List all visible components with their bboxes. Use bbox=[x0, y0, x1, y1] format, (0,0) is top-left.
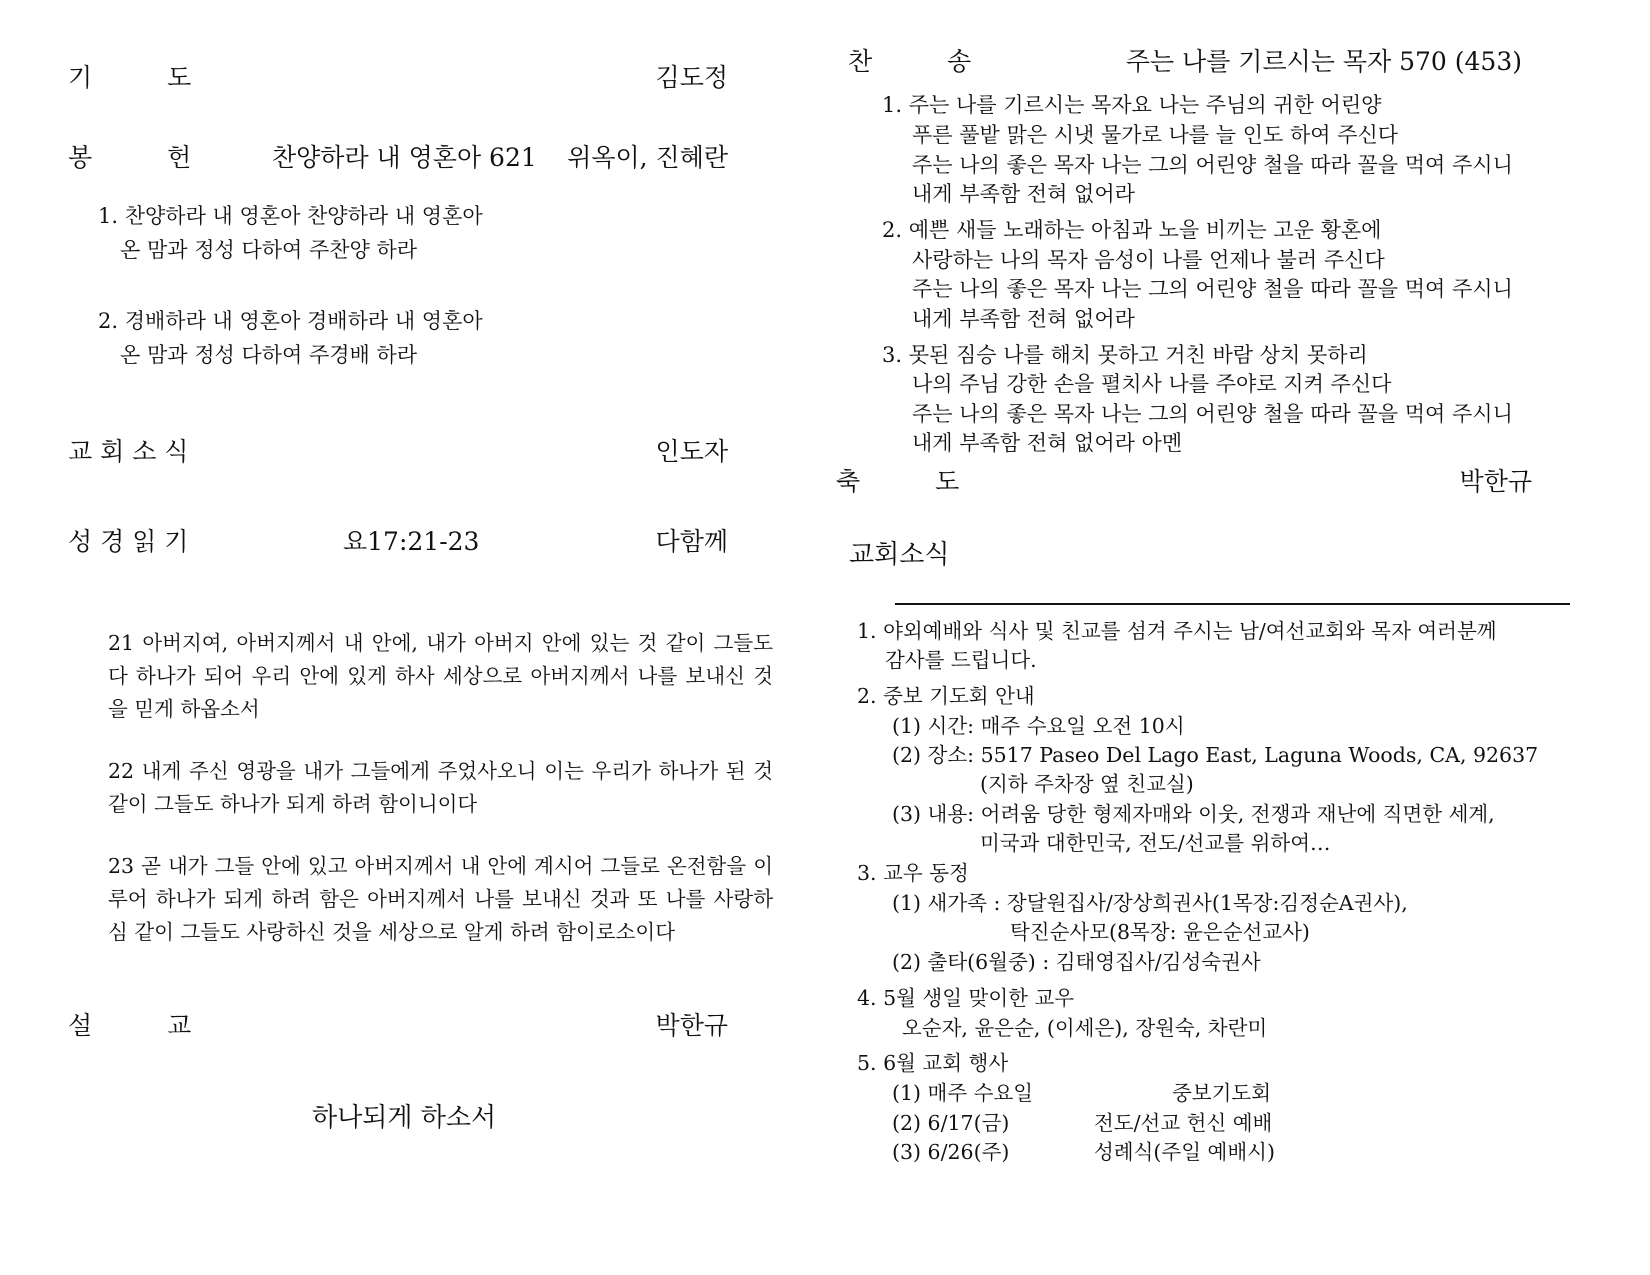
hymn-lyric-line: 푸른 풀밭 맑은 시냇 물가로 나를 늘 인도 하여 주신다 bbox=[912, 123, 1399, 147]
news-item: 미국과 대한민국, 전도/선교를 위하여… bbox=[980, 831, 1331, 855]
offering-lyric-line: 온 맘과 정성 다하여 주경배 하라 bbox=[120, 343, 418, 367]
news-leader: 인도자 bbox=[655, 437, 728, 466]
right-page bbox=[836, 0, 1650, 1275]
event-date: (3) 6/26(주) bbox=[892, 1140, 1010, 1164]
news-item: 오순자, 윤은순, (이세은), 장원숙, 차란미 bbox=[902, 1016, 1268, 1040]
prayer-leader: 김도정 bbox=[655, 63, 728, 92]
hymn-lyric-line: 주는 나의 좋은 목자 나는 그의 어린양 철을 따라 꼴을 먹여 주시니 bbox=[912, 402, 1513, 426]
verse-22: 22 내게 주신 영광을 내가 그들에게 주었사오니 이는 우리가 하나가 된 것 같이 그들도 하나가 되게 하려 함이니이다 bbox=[108, 759, 773, 816]
news-item: (1) 시간: 매주 수요일 오전 10시 bbox=[892, 714, 1185, 738]
benediction-leader: 박한규 bbox=[1459, 467, 1532, 496]
news-item: 5. 6월 교회 행사 bbox=[857, 1051, 1009, 1075]
event-name: 전도/선교 헌신 예배 bbox=[1094, 1111, 1273, 1135]
scripture-leader: 다함께 bbox=[655, 527, 728, 556]
sermon-leader: 박한규 bbox=[655, 1011, 728, 1040]
scripture-reference: 요17:21-23 bbox=[343, 527, 480, 556]
hymn-lyric-line: 2. 예쁜 새들 노래하는 아침과 노을 비끼는 고운 황혼에 bbox=[882, 218, 1382, 242]
news-item: 2. 중보 기도회 안내 bbox=[857, 684, 1035, 708]
news-item: 1. 야외예배와 식사 및 친교를 섬겨 주시는 남/여선교회와 목자 여러분께 bbox=[857, 619, 1497, 643]
event-date: (2) 6/17(금) bbox=[892, 1111, 1010, 1135]
prayer-label: 기 도 bbox=[68, 63, 192, 92]
verse-21: 21 아버지여, 아버지께서 내 안에, 내가 아버지 안에 있는 것 같이 그들도 다 하나가 되어 우리 안에 있게 하사 세상으로 아버지께서 나를 보내신 것을 믿게 하옵소서 bbox=[108, 631, 773, 721]
news-item: 감사를 드립니다. bbox=[885, 648, 1037, 672]
hymn-lyric-line: 주는 나의 좋은 목자 나는 그의 어린양 철을 따라 꼴을 먹여 주시니 bbox=[912, 153, 1513, 177]
news-item: 탁진순사모(8목장: 윤은순선교사) bbox=[1010, 920, 1310, 944]
hymn-label: 찬 송 bbox=[848, 47, 972, 76]
hymn-title: 주는 나를 기르시는 목자 570 (453) bbox=[1125, 47, 1522, 76]
event-name: 성례식(주일 예배시) bbox=[1094, 1140, 1275, 1164]
news-title-underline bbox=[895, 603, 1570, 605]
sermon-title: 하나되게 하소서 bbox=[312, 1103, 497, 1133]
left-page bbox=[0, 0, 820, 1275]
benediction-label: 축 도 bbox=[836, 467, 960, 496]
news-item: (지하 주차장 옆 친교실) bbox=[980, 772, 1194, 796]
offering-leader: 위옥이, 진혜란 bbox=[567, 143, 728, 172]
event-date: (1) 매주 수요일 bbox=[892, 1081, 1034, 1105]
offering-lyric-line: 1. 찬양하라 내 영혼아 찬양하라 내 영혼아 bbox=[98, 204, 483, 228]
offering-lyric-line: 2. 경배하라 내 영혼아 경배하라 내 영혼아 bbox=[98, 309, 483, 333]
verse-23: 23 곧 내가 그들 안에 있고 아버지께서 내 안에 계시어 그들로 온전함을 이루어 하나가 되게 하려 함은 아버지께서 나를 보내신 것과 또 나를 사랑하심 같이 그들도 사랑하신 것을 세상으로 알게 하려 함이로소이다 bbox=[108, 854, 773, 944]
sermon-label: 설 교 bbox=[68, 1011, 192, 1040]
scripture-label: 성 경 읽 기 bbox=[68, 527, 189, 556]
hymn-lyric-line: 사랑하는 나의 목자 음성이 나를 언제나 불러 주신다 bbox=[912, 248, 1385, 272]
offering-label: 봉 헌 bbox=[68, 143, 192, 172]
news-item: (3) 내용: 어려움 당한 형제자매와 이웃, 전쟁과 재난에 직면한 세계, bbox=[892, 802, 1495, 826]
news-label: 교 회 소 식 bbox=[68, 437, 189, 466]
hymn-lyric-line: 1. 주는 나를 기르시는 목자요 나는 주님의 귀한 어린양 bbox=[882, 93, 1382, 117]
event-name: 중보기도회 bbox=[1172, 1081, 1272, 1105]
news-item: (2) 출타(6월중) : 김태영집사/김성숙권사 bbox=[892, 950, 1261, 974]
news-section-title: 교회소식 bbox=[849, 540, 950, 570]
offering-title: 찬양하라 내 영혼아 621 bbox=[272, 143, 537, 172]
hymn-lyric-line: 내게 부족함 전혀 없어라 bbox=[912, 182, 1135, 206]
news-item: (1) 새가족 : 장달원집사/장상희권사(1목장:김정순A권사), bbox=[892, 891, 1408, 915]
hymn-lyric-line: 주는 나의 좋은 목자 나는 그의 어린양 철을 따라 꼴을 먹여 주시니 bbox=[912, 277, 1513, 301]
news-item: 4. 5월 생일 맞이한 교우 bbox=[857, 986, 1075, 1010]
news-item: 3. 교우 동정 bbox=[857, 861, 969, 885]
hymn-lyric-line: 나의 주님 강한 손을 펼치사 나를 주야로 지켜 주신다 bbox=[912, 372, 1392, 396]
news-item: (2) 장소: 5517 Paseo Del Lago East, Laguna Woods, CA, 92637 bbox=[892, 743, 1539, 767]
hymn-lyric-line: 내게 부족함 전혀 없어라 아멘 bbox=[912, 431, 1183, 455]
hymn-lyric-line: 내게 부족함 전혀 없어라 bbox=[912, 307, 1135, 331]
hymn-lyric-line: 3. 못된 짐승 나를 해치 못하고 거친 바람 상치 못하리 bbox=[882, 343, 1368, 367]
offering-lyric-line: 온 맘과 정성 다하여 주찬양 하라 bbox=[120, 238, 418, 262]
